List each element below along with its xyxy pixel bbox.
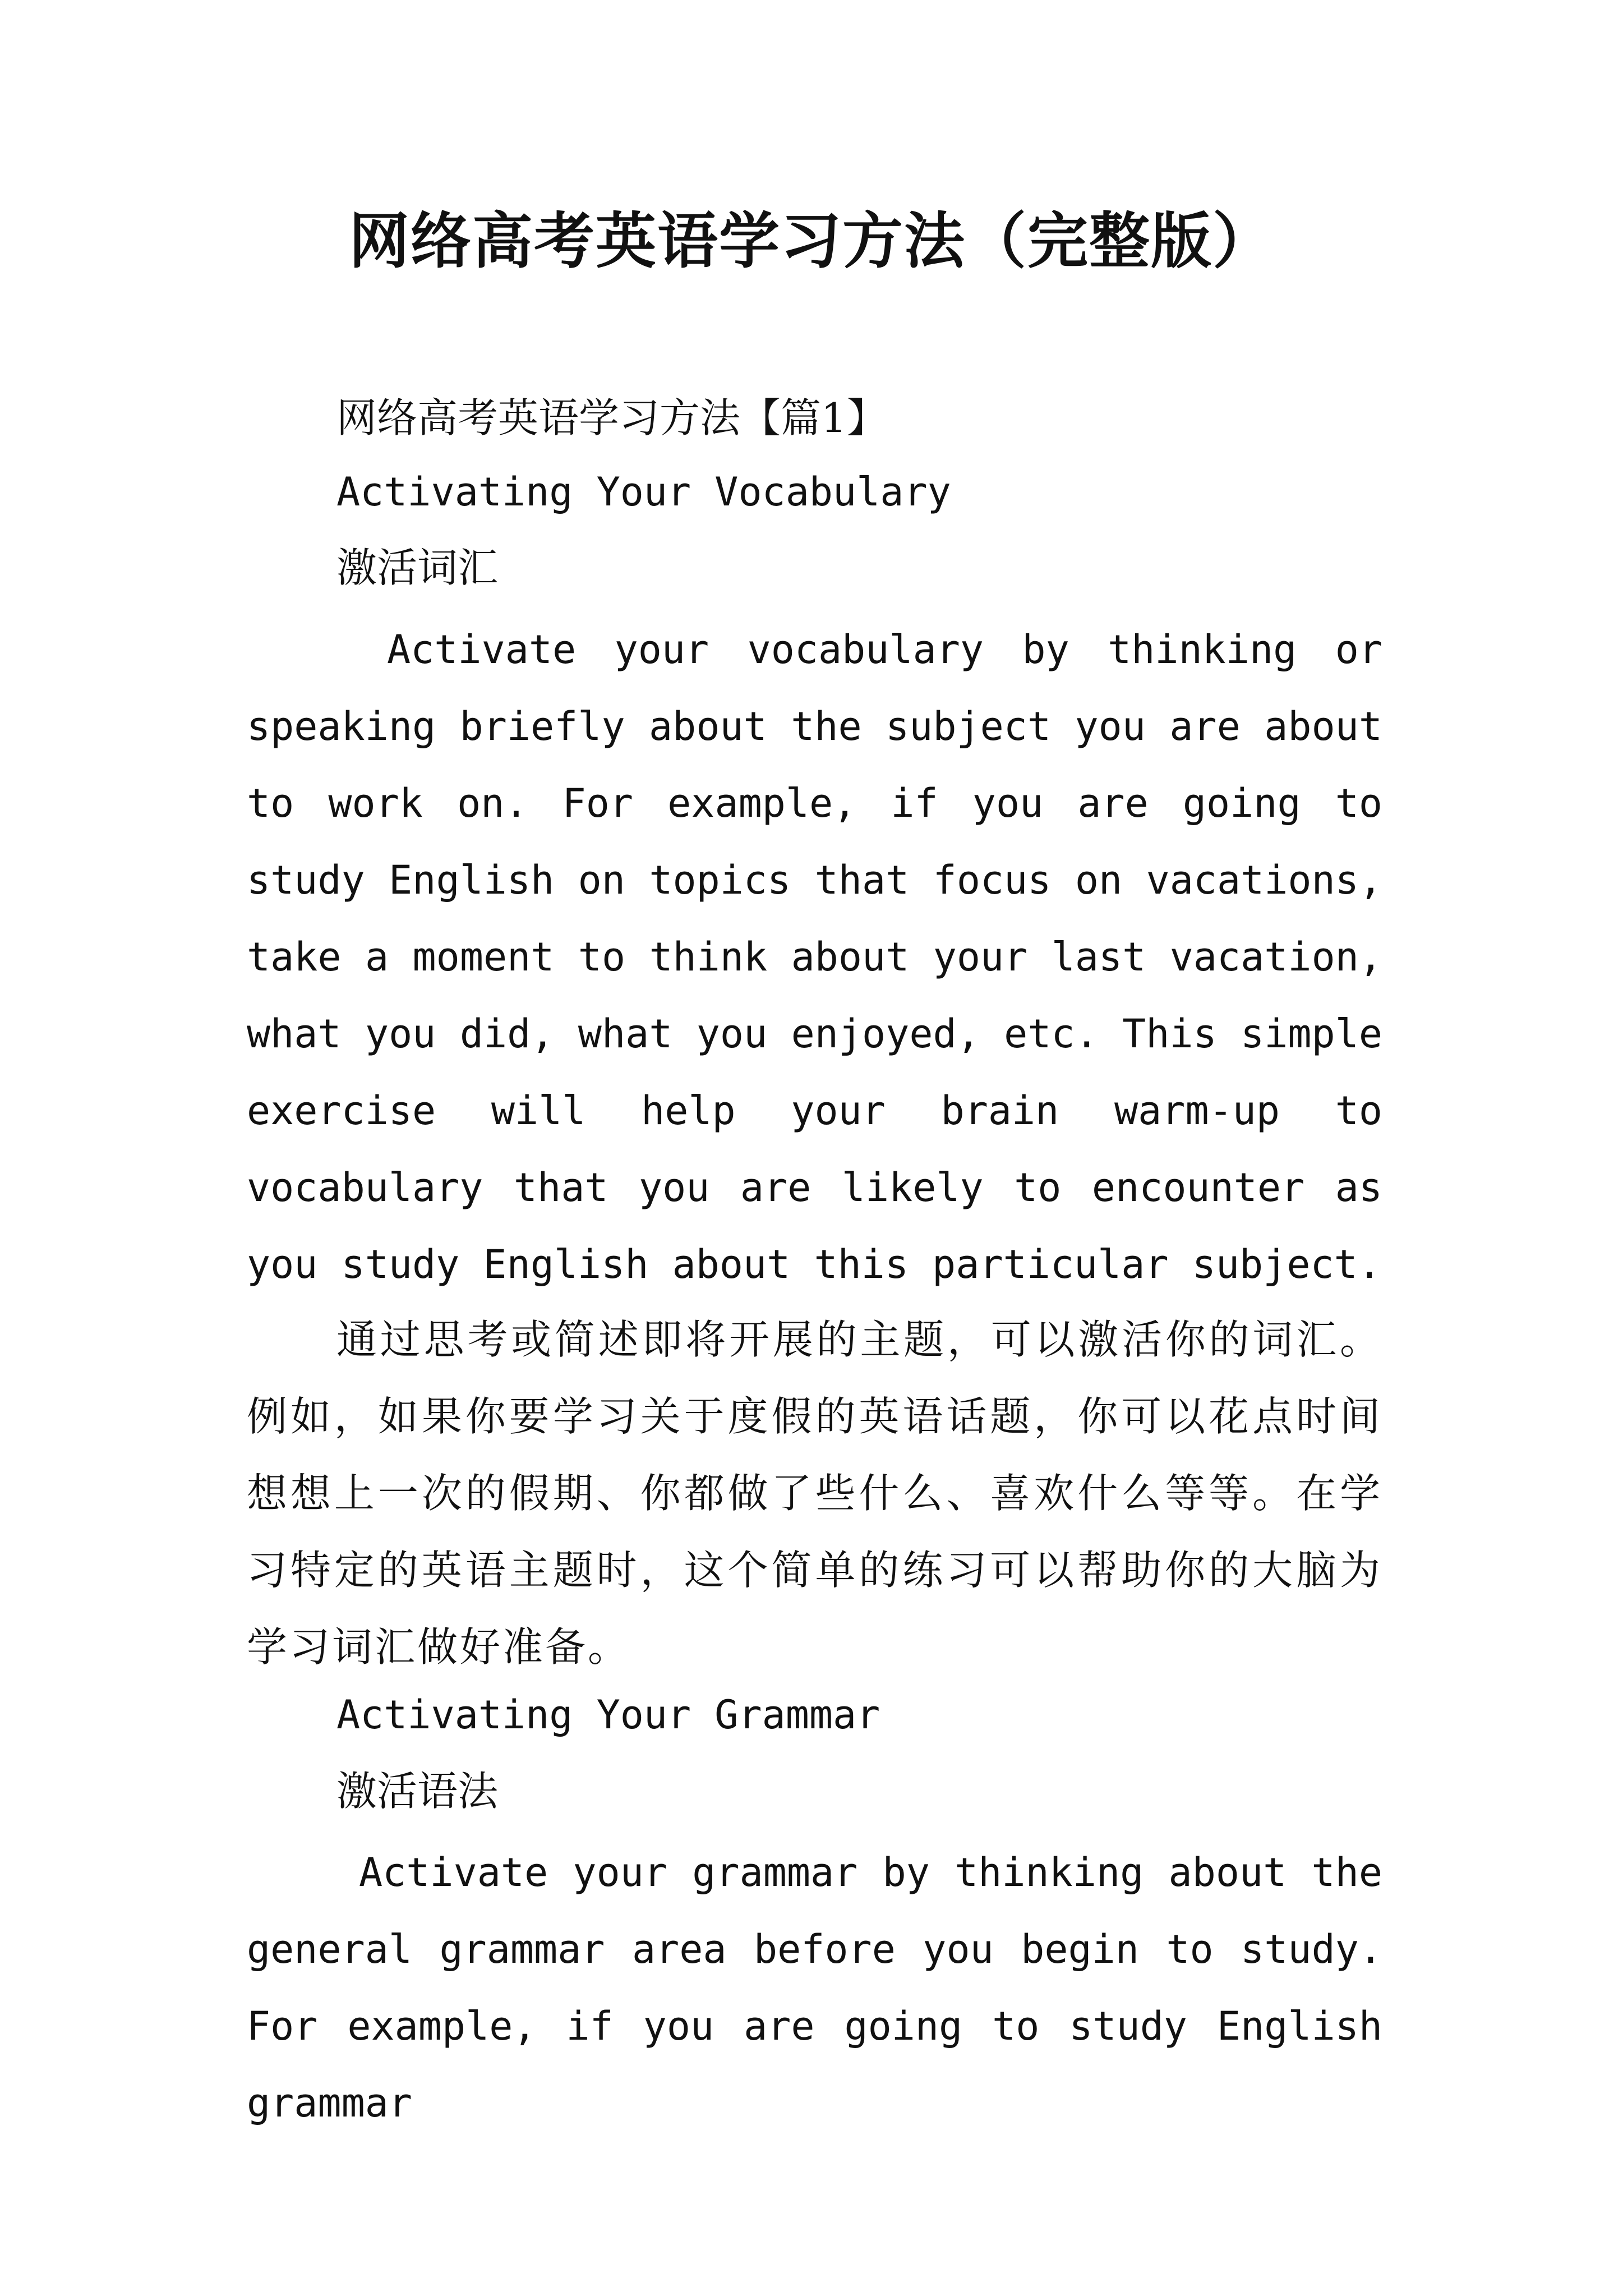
vocab-paragraph-en: Activate your vocabulary by thinking or speaking briefly about the subject you are about to work on. For example, if you are going to study English on topics that focus on vacations, take a moment to think about your last vacation, what you did, what you enjoyed, etc. This simple exercise will help your brain warm-up to vocabulary that you are likely to encounter as you study English about this particular subject. — [247, 627, 1382, 1287]
grammar-heading-zh: 激活语法 — [336, 1768, 499, 1815]
vocab-heading-en: Activating Your Vocabulary — [336, 469, 951, 515]
grammar-heading-en: Activating Your Grammar — [336, 1692, 880, 1738]
grammar-paragraph-en: Activate your grammar by thinking about the general grammar area before you begin to study. For example, if you are going to study English grammar — [247, 1849, 1382, 2126]
document-title: 网络高考英语学习方法（完整版） — [348, 206, 1274, 277]
vocab-paragraph-zh: 通过思考或简述即将开展的主题，可以激活你的词汇。例如，如果你要学习关于度假的英语话题，你可以花点时间想想上一次的假期、你都做了些什么、喜欢什么等等。在学习特定的英语主题时，这个简单的练习可以帮助你的大脑为学习词汇做好准备。 — [247, 1316, 1382, 1671]
vocab-heading-zh: 激活词汇 — [336, 544, 499, 591]
section-heading: 网络高考英语学习方法【篇1】 — [336, 394, 887, 441]
